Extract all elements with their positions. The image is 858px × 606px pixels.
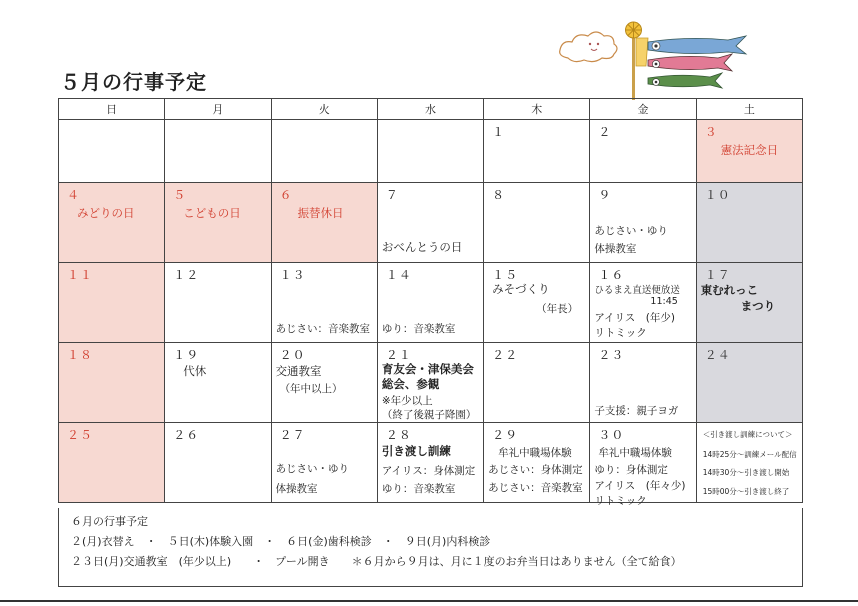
- weekday-header: 金: [590, 99, 696, 120]
- day-cell: [484, 263, 590, 343]
- carp-streamer-icon: [648, 54, 732, 71]
- june-heading: ６月の行事予定: [71, 515, 148, 528]
- event-label: 体操教室: [275, 483, 318, 495]
- weekday-header: 水: [377, 99, 483, 120]
- event-label: あじさい・ゆり: [275, 463, 350, 475]
- note-line: 14時30分～引き渡し開始: [702, 468, 790, 477]
- june-line: ２(月)衣替え ・ ５日(木)体験入園 ・ ６日(金)歯科検診 ・ ９日(月)内科検診: [71, 535, 491, 548]
- week-row: [59, 423, 803, 503]
- day-number: ２９: [492, 428, 519, 442]
- day-cell: [165, 343, 271, 423]
- day-number: １５: [492, 268, 519, 282]
- event-label: ひるまえ直送便放送: [594, 285, 680, 296]
- day-cell: [271, 183, 377, 263]
- day-number: １０: [704, 188, 731, 202]
- event-label: 東むれっこ: [700, 283, 759, 297]
- event-label: 育友会・津保美会: [381, 362, 474, 376]
- event-label: まつり: [740, 299, 776, 313]
- holiday-label: こどもの日: [183, 206, 241, 220]
- day-cell: [696, 263, 802, 343]
- day-cell: [59, 263, 165, 343]
- week-row: [59, 120, 803, 183]
- event-label: 牟礼中職場体験: [598, 447, 672, 459]
- day-number: １: [492, 125, 506, 139]
- day-number: ２８: [385, 428, 412, 442]
- week-row: [59, 183, 803, 263]
- event-label: アイリス (年少): [594, 312, 675, 324]
- day-cell: [271, 120, 377, 183]
- day-cell: [696, 343, 802, 423]
- day-number: １３: [279, 268, 306, 282]
- day-cell: [377, 120, 483, 183]
- event-label: （終了後親子降園）: [381, 409, 477, 421]
- event-label: （年中以上）: [279, 383, 343, 395]
- day-cell: [590, 183, 696, 263]
- event-label: おべんとうの日: [381, 240, 463, 254]
- event-label: ゆり：音楽教室: [381, 483, 456, 495]
- day-number: ５: [173, 188, 187, 202]
- page-title: ５月の行事予定: [60, 70, 207, 94]
- event-label: あじさい：音楽教室: [488, 482, 583, 494]
- day-number: ２６: [173, 428, 200, 442]
- calendar-table: [58, 98, 803, 507]
- holiday-label: みどりの日: [77, 206, 135, 220]
- day-number: ２４: [704, 348, 731, 362]
- event-label: ゆり：身体測定: [594, 464, 668, 476]
- event-label: 子支援：親子ヨガ: [594, 405, 679, 417]
- event-label: リトミック: [594, 327, 647, 339]
- note-line: 14時25分～訓練メール配信: [702, 450, 797, 459]
- day-number: ３０: [598, 428, 625, 442]
- note-cell: [696, 423, 802, 503]
- weekday-header: 木: [484, 99, 590, 120]
- day-number: １９: [173, 348, 200, 362]
- weekday-header: 土: [696, 99, 802, 120]
- day-cell: [484, 120, 590, 183]
- weekday-header: 火: [271, 99, 377, 120]
- day-cell: [165, 183, 271, 263]
- day-number: １２: [173, 268, 200, 282]
- day-cell: [59, 183, 165, 263]
- day-number: ２５: [67, 428, 94, 442]
- day-number: ２７: [279, 428, 306, 442]
- day-cell: [590, 120, 696, 183]
- day-cell: [590, 343, 696, 423]
- day-number: １１: [67, 268, 94, 282]
- day-cell: [484, 183, 590, 263]
- day-number: ９: [598, 188, 612, 202]
- cloud-icon: [560, 32, 617, 62]
- day-cell: [377, 343, 483, 423]
- event-label: アイリス (年々少): [594, 480, 686, 492]
- event-label: 総会、参観: [381, 377, 440, 391]
- day-number: １７: [704, 268, 731, 282]
- holiday-label: 憲法記念日: [720, 143, 779, 157]
- event-label: 体操教室: [594, 243, 637, 255]
- day-cell: [590, 263, 696, 343]
- day-cell: [165, 120, 271, 183]
- day-cell: [59, 423, 165, 503]
- day-cell: [484, 423, 590, 503]
- day-number: ４: [67, 188, 81, 202]
- day-cell: [696, 120, 802, 183]
- day-cell: [59, 343, 165, 423]
- carp-streamer-icon: [648, 36, 746, 54]
- day-number: ６: [279, 188, 293, 202]
- day-cell: [271, 423, 377, 503]
- pinwheel-icon: [626, 22, 642, 38]
- day-number: ２２: [492, 348, 519, 362]
- carp-streamer-icon: [648, 73, 722, 88]
- day-cell: [165, 263, 271, 343]
- day-cell: [165, 423, 271, 503]
- event-label: リトミック: [594, 495, 647, 507]
- event-label: 代休: [183, 364, 207, 378]
- week-row: [59, 263, 803, 343]
- june-line: ２３日(月)交通教室 (年少以上) ・ プール開き ＊６月から９月は、月に１度のお弁当日はありません（全て給食）: [71, 555, 682, 568]
- event-label: 11:45: [650, 296, 678, 307]
- weekday-header: 月: [165, 99, 271, 120]
- day-cell: [590, 423, 696, 507]
- weekday-header-row: [59, 99, 803, 120]
- day-number: １６: [598, 268, 625, 282]
- day-cell: [59, 120, 165, 183]
- note-heading: ＜引き渡し訓練について＞: [702, 430, 793, 439]
- day-cell: [696, 183, 802, 263]
- holiday-label: 振替休日: [297, 206, 344, 220]
- day-number: １４: [385, 268, 412, 282]
- day-number: ３: [704, 125, 718, 139]
- day-cell: [377, 263, 483, 343]
- page-bottom-rule: [0, 600, 858, 602]
- day-cell: [377, 423, 483, 503]
- day-number: ２１: [385, 348, 412, 362]
- event-label: ゆり：音楽教室: [381, 323, 456, 335]
- day-number: ７: [385, 188, 399, 202]
- event-label: （年長）: [536, 303, 579, 315]
- event-label: あじさい・ゆり: [594, 225, 668, 237]
- event-label: 引き渡し訓練: [381, 444, 451, 458]
- day-cell: [271, 343, 377, 423]
- event-label: ※年少以上: [381, 395, 433, 407]
- koinobori-illustration: [552, 20, 752, 100]
- day-number: ２３: [598, 348, 625, 362]
- day-cell: [377, 183, 483, 263]
- june-schedule-box: [58, 508, 803, 587]
- day-cell: [484, 343, 590, 423]
- day-number: １８: [67, 348, 94, 362]
- event-label: みそづくり: [492, 282, 550, 296]
- weekday-header: 日: [59, 99, 165, 120]
- day-number: ２: [598, 125, 612, 139]
- event-label: あじさい：身体測定: [488, 464, 583, 476]
- day-number: ２０: [279, 348, 306, 362]
- event-label: アイリス：身体測定: [381, 465, 476, 477]
- note-line: 15時00分～引き渡し終了: [702, 487, 790, 496]
- day-cell: [271, 263, 377, 343]
- event-label: あじさい：音楽教室: [275, 323, 371, 335]
- event-label: 牟礼中職場体験: [498, 447, 572, 459]
- event-label: 交通教室: [275, 364, 322, 378]
- week-row: [59, 343, 803, 423]
- day-number: ８: [492, 188, 506, 202]
